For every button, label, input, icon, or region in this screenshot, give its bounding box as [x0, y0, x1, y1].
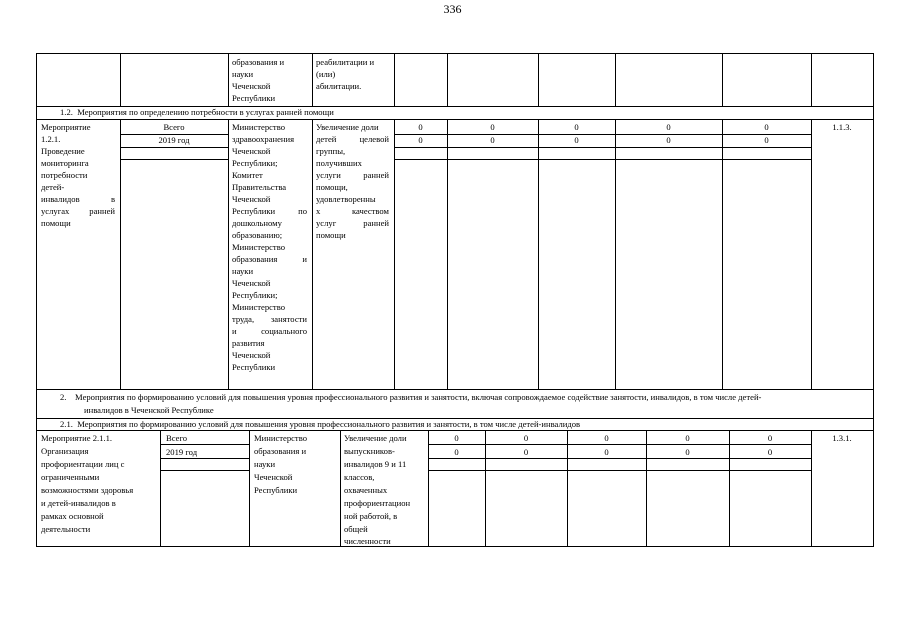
- value-cell: 0: [523, 447, 529, 457]
- cell-text: занятости: [270, 314, 307, 324]
- cell-text: помощи: [316, 230, 346, 240]
- cell-text: ной работой, в: [344, 511, 398, 521]
- cell-text: образования и: [254, 446, 307, 456]
- cell-text: целевой: [359, 134, 389, 144]
- cell-text: образования и: [232, 57, 285, 67]
- cell-text: здравоохранения: [232, 134, 295, 144]
- cell-text: ранней: [89, 206, 115, 216]
- cell-text: численности: [344, 536, 391, 546]
- cell-text: и: [232, 326, 237, 336]
- value-cell: 0: [767, 447, 773, 457]
- cell-text: Министерство: [254, 433, 307, 443]
- cell-text: Увеличение доли: [344, 433, 407, 443]
- cell-text: помощи: [41, 218, 71, 228]
- source-total-label: Всего: [163, 122, 185, 132]
- cell-text: Республики;: [232, 290, 278, 300]
- cell-text: Мероприятие 2.1.1.: [41, 433, 113, 443]
- cell-text: Республики: [232, 93, 276, 103]
- cell-text: услуг: [316, 218, 337, 228]
- cell-text: помощи,: [316, 182, 348, 192]
- cell-text: образованию;: [232, 230, 283, 240]
- value-cell: 0: [764, 135, 769, 145]
- value-cell: 0: [418, 135, 423, 145]
- value-cell: 0: [767, 433, 773, 443]
- cell-text: 1.2.1.: [41, 134, 61, 144]
- cell-text: Республики;: [232, 158, 278, 168]
- source-year-label: 2019 год: [166, 447, 198, 457]
- cell-text: науки: [232, 69, 254, 79]
- cell-text: Чеченской: [232, 81, 271, 91]
- value-cell: 0: [454, 447, 459, 457]
- cell-text: охваченных: [344, 485, 388, 495]
- value-cell: 0: [490, 135, 495, 145]
- indicator-cell: 1.3.1.: [832, 433, 852, 443]
- value-cell: 0: [666, 135, 671, 145]
- source-total-label: Всего: [166, 433, 188, 443]
- cell-text: рамках основной: [41, 511, 104, 521]
- cell-text: Министерство: [232, 302, 285, 312]
- cell-text: х: [316, 206, 321, 216]
- value-cell: 0: [604, 433, 609, 443]
- value-cell: 0: [574, 135, 579, 145]
- cell-text: ранней: [363, 170, 389, 180]
- cell-text: детей: [316, 134, 337, 144]
- value-cell: 0: [764, 122, 769, 132]
- cell-text: услугах: [41, 206, 70, 216]
- cell-text: качеством: [351, 206, 389, 216]
- cell-text: социального: [261, 326, 307, 336]
- cell-text: реабилитации и: [316, 57, 375, 67]
- cell-text: мониторинга: [41, 158, 89, 168]
- cell-text: классов,: [344, 472, 375, 482]
- value-cell: 0: [574, 122, 579, 132]
- cell-text: инвалидов: [41, 194, 80, 204]
- cell-text: Чеченской: [254, 472, 293, 482]
- section-heading-1-2: 1.2. Мероприятия по определению потребности в услугах ранней помощи: [60, 107, 334, 117]
- section-heading-2: 2. Мероприятия по формированию условий для повышения уровня профессионального развития и занятости, включая сопровождаемое содействие занятости, инвалидов, в том числе детей-: [60, 392, 762, 402]
- cell-text: группы,: [316, 146, 346, 156]
- cell-text: Мероприятие: [41, 122, 91, 132]
- cell-text: Увеличение доли: [316, 122, 379, 132]
- section-heading-2-1: 2.1. Мероприятия по формированию условий для повышения уровня профессионального развития и занятости, в том числе детей-инвалидов: [60, 419, 581, 429]
- cell-text: дошкольному: [232, 218, 282, 228]
- cell-text: ограниченными: [41, 472, 100, 482]
- cell-text: и детей-инвалидов в: [41, 498, 116, 508]
- value-cell: 0: [523, 433, 529, 443]
- indicator-cell: 1.1.3.: [832, 122, 852, 132]
- cell-text: развития: [232, 338, 265, 348]
- cell-text: возможностями здоровья: [41, 485, 134, 495]
- cell-text: удовлетворенны: [316, 194, 376, 204]
- cell-text: Правительства: [232, 182, 287, 192]
- cell-text: труда,: [232, 314, 255, 324]
- cell-text: инвалидов 9 и 11: [344, 459, 407, 469]
- cell-text: потребности: [41, 170, 88, 180]
- cell-text: образования: [232, 254, 278, 264]
- cell-text: ранней: [363, 218, 389, 228]
- cell-text: Республики: [254, 485, 298, 495]
- value-cell: 0: [604, 447, 609, 457]
- cell-text: Проведение: [41, 146, 85, 156]
- value-cell: 0: [418, 122, 423, 132]
- value-cell: 0: [666, 122, 671, 132]
- cell-text: детей-: [41, 182, 65, 192]
- source-year-label: 2019 год: [158, 135, 190, 145]
- cell-text: профориентации лиц с: [41, 459, 125, 469]
- cell-text: выпускников-: [344, 446, 395, 456]
- cell-text: получивших: [316, 158, 362, 168]
- cell-text: Чеченской: [232, 194, 271, 204]
- cell-text: Комитет: [232, 170, 263, 180]
- cell-text: в: [110, 194, 115, 204]
- value-cell: 0: [454, 433, 459, 443]
- cell-text: науки: [254, 459, 276, 469]
- cell-text: Чеченской: [232, 350, 271, 360]
- cell-text: (или): [316, 69, 336, 79]
- cell-text: деятельности: [41, 524, 91, 534]
- cell-text: Организация: [41, 446, 89, 456]
- cell-text: профориентацион: [344, 498, 411, 508]
- page-number: 336: [443, 2, 462, 16]
- value-cell: 0: [490, 122, 495, 132]
- cell-text: услуги: [316, 170, 341, 180]
- value-cell: 0: [685, 447, 690, 457]
- cell-text: Министерство: [232, 122, 285, 132]
- cell-text: Чеченской: [232, 278, 271, 288]
- cell-text: науки: [232, 266, 254, 276]
- cell-text: Министерство: [232, 242, 285, 252]
- cell-text: Республики: [232, 362, 276, 372]
- cell-text: абилитации.: [316, 81, 362, 91]
- cell-text: Чеченской: [232, 146, 271, 156]
- section-heading-2-cont: инвалидов в Чеченской Республике: [84, 405, 214, 415]
- cell-text: общей: [344, 524, 368, 534]
- cell-text: по: [298, 206, 307, 216]
- cell-text: Республики: [232, 206, 276, 216]
- value-cell: 0: [685, 433, 690, 443]
- cell-text: и: [302, 254, 307, 264]
